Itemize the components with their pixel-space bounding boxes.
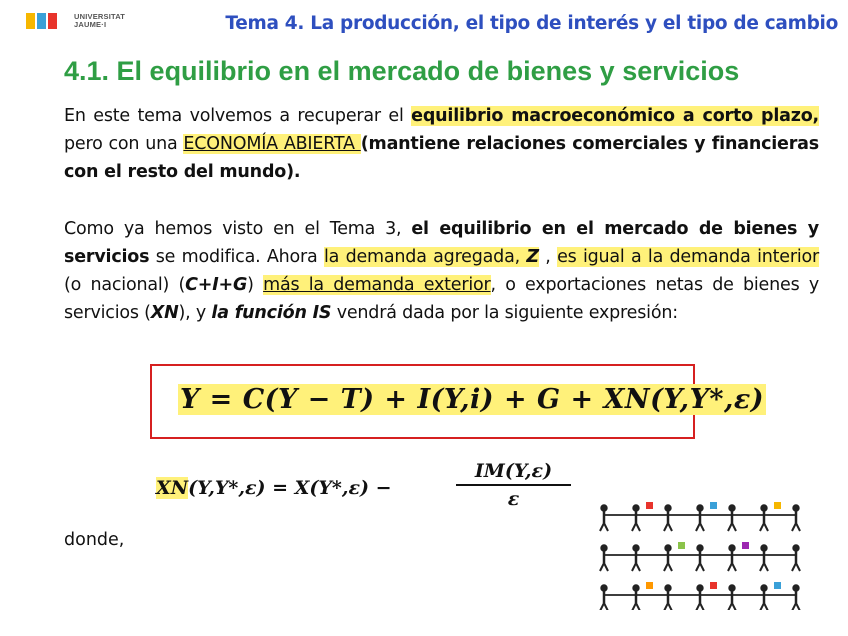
person-head [601,585,607,591]
person-legs [696,563,704,571]
person-legs [664,523,672,531]
person-head [729,545,735,551]
person-head [697,505,703,511]
person-legs [632,563,640,571]
paragraph-explanation: Como ya hemos visto en el Tema 3, el equilibrio en el mercado de bienes y servicios se modifica. Ahora la demanda agregada, Z , es igual a la demanda interior (o nacional) (C+I+G) más la demanda exterior, o exportaciones netas de bienes y servicios (XN), y la función IS vendrá dada por la siguiente expresión: [64,219,820,323]
exchanged-object [646,502,653,509]
highlight-equilibrio: equilibrio macroeconómico a corto plazo, [411,106,819,126]
person-legs [632,603,640,610]
person-head [665,505,671,511]
highlight-economia-abierta: ECONOMÍA ABIERTA [183,134,361,154]
formula-is: Y = C(Y − T) + I(Y,i) + G + XN(Y,Y*,ε) [180,384,765,415]
exchanged-object [646,582,653,589]
formula-xn-symbol: XN [156,477,189,499]
person-legs [760,603,768,610]
logo-line1: UNIVERSITAT [74,12,126,21]
university-logo [26,10,126,34]
exchanged-object [774,502,781,509]
person-head [793,545,799,551]
person-legs [760,563,768,571]
person-head [633,585,639,591]
person-legs [696,523,704,531]
fraction-denominator: ε [507,488,520,510]
person-legs [792,563,800,571]
person-head [665,545,671,551]
person-head [601,545,607,551]
highlight-demanda-exterior: más la demanda exterior [263,275,491,295]
donde-text: donde, [64,530,125,550]
highlight-demanda-agregada: la demanda agregada, Z [323,247,539,267]
person-legs [760,523,768,531]
person-head [761,585,767,591]
person-head [697,585,703,591]
person-legs [600,563,608,571]
exchanged-object [710,502,717,509]
person-legs [632,523,640,531]
person-head [633,545,639,551]
person-legs [600,603,608,610]
person-head [793,585,799,591]
person-head [729,505,735,511]
person-head [729,585,735,591]
person-legs [792,523,800,531]
person-legs [792,603,800,610]
exchanged-object [710,582,717,589]
person-head [793,505,799,511]
person-legs [728,563,736,571]
person-head [697,545,703,551]
person-legs [664,603,672,610]
header-title: Tema 4. La producción, el tipo de interés y el tipo de cambio [225,13,838,34]
people-network-icon [596,494,806,610]
formula-fraction [456,460,571,510]
formula-xn-rest: (Y,Y*,ε) = X(Y*,ε) − [188,477,392,499]
logo-line2: JAUME·I [74,20,107,29]
exchanged-object [678,542,685,549]
person-legs [728,523,736,531]
person-head [761,505,767,511]
logo-blocks-icon [26,13,59,34]
person-legs [696,603,704,610]
exchanged-object [742,542,749,549]
fraction-numerator: IM(Y,ε) [456,460,571,486]
person-head [665,585,671,591]
person-head [761,545,767,551]
section-title: 4.1. El equilibrio en el mercado de bienes y servicios [64,56,740,86]
paragraph-intro: En este tema volvemos a recuperar el equilibrio macroeconómico a corto plazo, pero con una ECONOMÍA ABIERTA (mantiene relaciones comerciales y financieras con el resto del mundo). [64,106,819,182]
person-head [601,505,607,511]
highlight-demanda-interior: es igual a la demanda interior [557,247,820,267]
logo-text [74,13,125,29]
person-legs [664,563,672,571]
person-legs [600,523,608,531]
person-legs [728,603,736,610]
exchanged-object [774,582,781,589]
person-head [633,505,639,511]
